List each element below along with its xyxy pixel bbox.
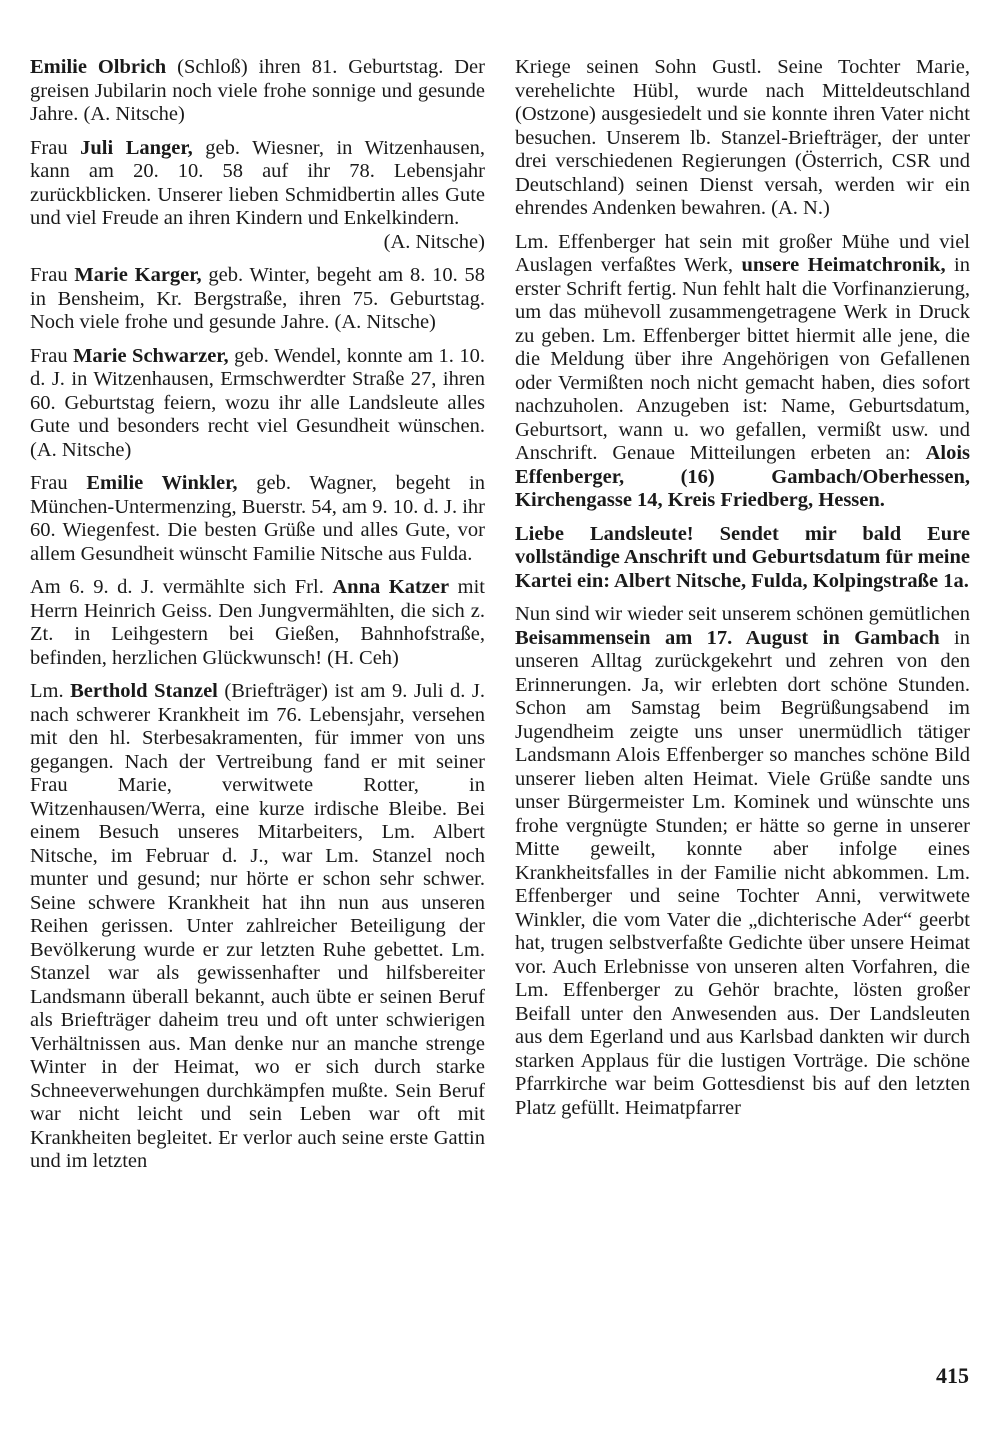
- person-name: Anna Katzer: [332, 576, 450, 598]
- article-text: in erster Schrift fertig. Nun fehlt halt die Vorfinanzierung, um das mühevoll zusammengetragene Werk in Druck zu geben. Lm. Effenberger bittet hiermit alle jene, die die Meldung über ihre Angehörigen von Gefallenen oder Vermißten noch nicht gemacht haben, dies sofort nachzuholen. Anzugeben ist: Name, Geburtsdatum, Geburtsort, wann u. wo gefallen, vermißt usw. und Anschrift. Genaue Mitteilungen erbeten an:: [515, 254, 971, 464]
- person-name: Berthold Stanzel: [70, 680, 218, 702]
- article-text: Kriege seinen Sohn Gustl. Seine Tochter Marie, verehelichte Hübl, wurde nach Mitteldeutschland (Ostzone) ausgesiedelt und sie konnte ihren Vater nicht besuchen. Unserem lb. Stanzel-Briefträger, der unter drei verschiedenen Regierungen (Österrich, CSR und Deutschland) seinen Dienst versah, werden wir ein ehrendes Andenken bewahren. (A. N.): [515, 56, 970, 219]
- article-stanzel-continued: [515, 56, 970, 221]
- event-highlight: Beisammensein am 17. August in Gambach: [515, 626, 940, 649]
- appeal-notice: [515, 523, 970, 594]
- article-katzer: [30, 576, 485, 670]
- article-text: mit Herrn Heinrich Geiss. Den Jungvermählten, die sich z. Zt. in Leihgestern bei Gießen, Bahnhofstraße, befinden, herzlichen Glückwunsch! (H. Ceh): [30, 576, 485, 669]
- article-stanzel: [30, 680, 485, 1174]
- appeal-text: Liebe Landsleute! Sendet mir bald Eure vollständige Anschrift und Geburtsdatum für meine Kartei ein: Albert Nitsche, Fulda, Kolpingstraße 1a.: [515, 522, 970, 592]
- article-olbrich: [30, 56, 485, 127]
- article-text: (Schloß) ihren 81. Geburtstag. Der greisen Jubilarin noch viele frohe sonnige und gesunde Jahre. (A. Nitsche): [30, 56, 485, 125]
- article-text: geb. Wagner, begeht in München-Untermenzing, Buerstr. 54, am 9. 10. d. J. ihr 60. Wiegenfest. Die besten Grüße und alles Gute, vor allem Gesundheit wünscht Familie Nitsche aus Fulda.: [30, 472, 485, 565]
- article-prefix: Lm.: [30, 680, 71, 702]
- left-column: [30, 56, 485, 1184]
- person-name: Emilie Winkler,: [86, 472, 238, 494]
- person-name: Marie Schwarzer,: [73, 344, 229, 367]
- chronicle-title: unsere Heimatchronik,: [741, 254, 946, 276]
- article-prefix: Frau: [30, 472, 87, 494]
- article-text: Lm. Effenberger hat sein mit großer Mühe und viel Auslagen verfaßtes Werk,: [515, 230, 970, 276]
- article-text: Nun sind wir wieder seit unserem schönen gemütlichen: [515, 603, 970, 625]
- article-effenberger-chronicle: [515, 231, 970, 513]
- article-text: geb. Winter, begeht am 8. 10. 58 in Bensheim, Kr. Bergstraße, ihren 75. Geburtstag. Noch viele frohe und gesunde Jahre. (A. Nitsche): [30, 264, 485, 333]
- article-karger: [30, 264, 485, 335]
- article-text: geb. Wiesner, in Witzenhausen, kann am 20. 10. 58 auf ihr 78. Lebensjahr zurückblicken. Unserer lieben Schmidbertin alles Gute und viel Freude an ihren Kindern und Enkelkindern.: [30, 136, 486, 229]
- person-name: Emilie Olbrich: [30, 56, 167, 78]
- article-signature: (A. Nitsche): [383, 230, 485, 253]
- article-winkler: [30, 472, 485, 566]
- article-prefix: Frau: [30, 136, 81, 159]
- page-number: 415: [936, 1363, 969, 1388]
- contact-address: Alois Effenberger, (16) Gambach/Oberhessen, Kirchengasse 14, Kreis Friedberg, Hessen.: [515, 442, 970, 511]
- right-column: [515, 56, 970, 1130]
- person-name: Marie Karger,: [74, 264, 202, 286]
- article-langer: [30, 137, 485, 255]
- article-prefix: Am 6. 9. d. J. vermählte sich Frl.: [30, 576, 333, 598]
- article-text: geb. Wendel, konnte am 1. 10. d. J. in Witzenhausen, Ermschwerdter Straße 27, ihren 60. Geburtstag feiern, wozu ihr alle Landsleute alles Gute und besonders recht viel Gesundheit wünschen. (A. Nitsche): [30, 344, 486, 461]
- person-name: Juli Langer,: [80, 136, 193, 159]
- article-text: in unseren Alltag zurückgekehrt und zehren von den Erinnerungen. Ja, wir erlebten dort schöne Stunden. Schon am Samstag beim Begrüßungsabend im Jugendheim zeigte uns unser unermüdlich tätiger Landsmann Alois Effenberger so manches schöne Bild unserer lieben alten Heimat. Viele Grüße sandte uns unser Bürgermeister Lm. Kominek und wünschte uns frohe vergnügte Stunden; er hätte so gerne in unserer Mitte geweilt, konnte aber infolge eines Krankheitsfalles in der Familie nicht abkommen. Lm. Effenberger und seine Tochter Anni, verwitwete Winkler, die vom Vater die „dichterische Ader“ geerbt hat, trugen selbstverfaßte Gedichte über unsere Heimat vor. Auch Erlebnisse von unseren alten Vorfahren, die Lm. Effenberger zu Gehör brachte, lösten großer Beifall unter den Anwesenden aus. Der Landsleuten aus dem Egerland und aus Karlsbad dankten wir durch starken Applaus für die lustigen Vorträge. Die schöne Pfarrkirche war beim Gottesdienst bis auf den letzten Platz gefüllt. Heimatpfarrer: [515, 626, 970, 1119]
- article-text: (Briefträger) ist am 9. Juli d. J. nach schwerer Krankheit im 76. Lebensjahr, versehen mit den hl. Sterbesakramenten, für immer von uns gegangen. Nach der Vertreibung fand er mit seiner Frau Marie, verwitwete Rotter, in Witzenhausen/Werra, eine kurze irdische Bleibe. Bei einem Besuch unseres Mitarbeiters, Lm. Albert Nitsche, im Februar d. J., war Lm. Stanzel noch munter und gesund; nur hörte er schon sehr schwer. Seine schwere Krankheit hat ihn nun aus unseren Reihen gerissen. Unter zahlreicher Beteiligung der Bevölkerung wurde er zur letzten Ruhe gebettet. Lm. Stanzel war als gewissenhafter und hilfsbereiter Landsmann überall bekannt, auch übte er seinen Beruf als Briefträger daheim treu und oft unter schwierigen Verhältnissen aus. Man denke nur an manche strenge Winter in der Heimat, wo er sich durch starke Schneeverwehungen durchkämpfen mußte. Sein Beruf war nicht leicht und sein Leben war oft mit Krankheiten begleitet. Er verlor auch seine erste Gattin und im letzten: [30, 680, 486, 1172]
- article-gambach-meeting: [515, 603, 970, 1120]
- article-prefix: Frau: [30, 264, 75, 286]
- article-schwarzer: [30, 345, 485, 463]
- article-prefix: Frau: [30, 344, 74, 367]
